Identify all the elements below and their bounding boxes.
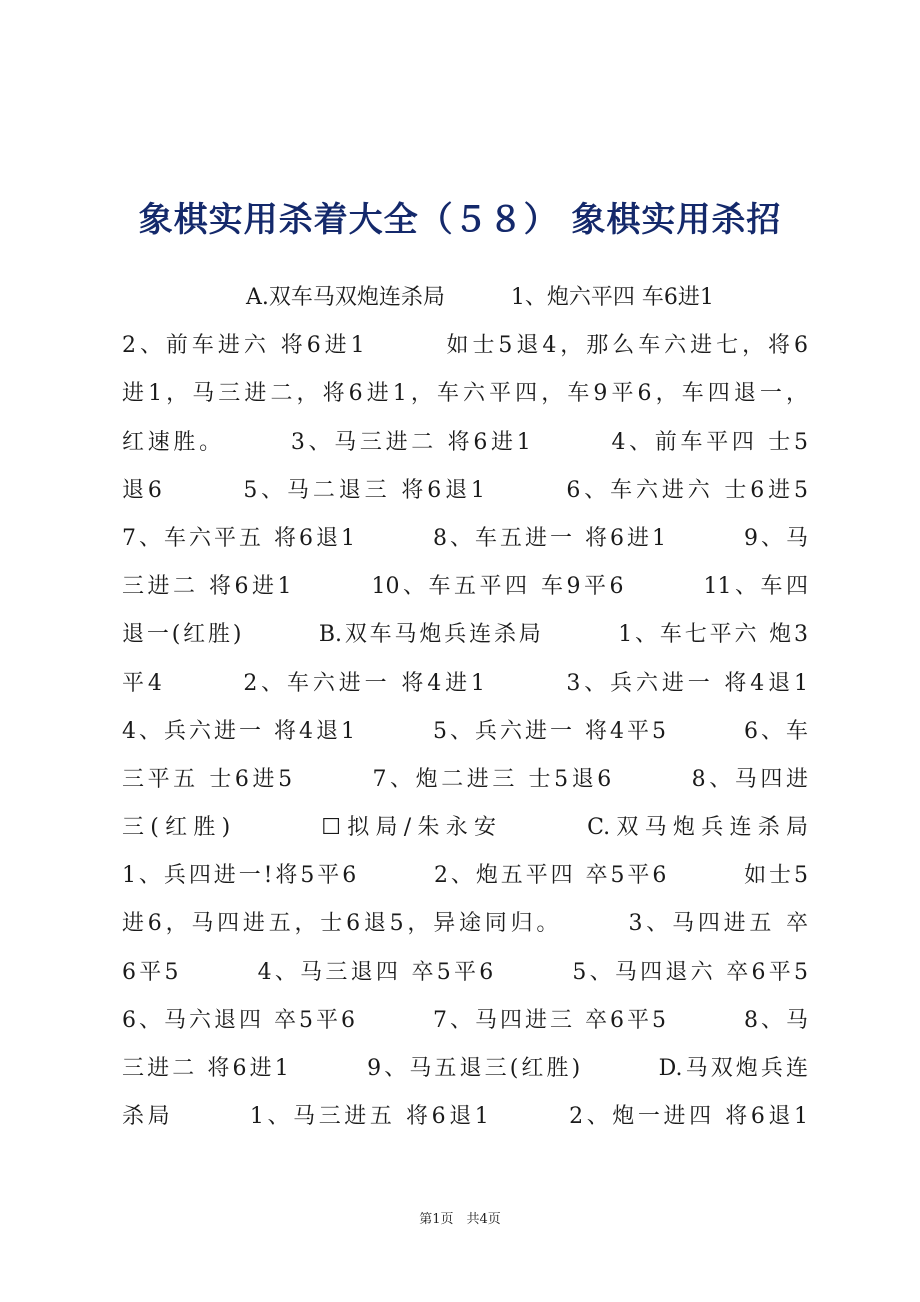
page-number: 第1页 共4页 xyxy=(419,1212,501,1227)
body-line: 6平5 4、马三退四 卒5平6 5、马四退六 卒6平5 xyxy=(122,959,808,985)
body-line: 进1，马三进二，将6进1，车六平四，车9平6，车四退一， xyxy=(122,381,808,407)
body-line: 三(红胜) ☐拟局/朱永安 C.双马炮兵连杀局 xyxy=(122,815,808,841)
body-line: A.双车马双炮连杀局 1、炮六平四 车6进1 xyxy=(246,285,714,310)
body-line: 红速胜。 3、马三进二 将6进1 4、前车平四 士5 xyxy=(122,429,808,455)
body-line: 退一(红胜) B.双车马炮兵连杀局 1、车七平六 炮3 xyxy=(122,622,808,648)
body-line: 三平五 士6进5 7、炮二进三 士5退6 8、马四进 xyxy=(122,766,808,792)
document-body xyxy=(122,274,808,1141)
body-line: 4、兵六进一 将4退1 5、兵六进一 将4平5 6、车 xyxy=(122,718,808,744)
body-line: 三进二 将6进1 10、车五平四 车9平6 11、车四 xyxy=(122,574,808,600)
body-line: 6、马六退四 卒5平6 7、马四进三 卒6平5 8、马 xyxy=(122,1007,808,1033)
body-line: 平4 2、车六进一 将4进1 3、兵六进一 将4退1 xyxy=(122,670,808,696)
body-line: 杀局 1、马三进五 将6退1 2、炮一进四 将6退1 xyxy=(122,1104,808,1130)
body-line: 三进二 将6进1 9、马五退三(红胜) D.马双炮兵连 xyxy=(122,1056,808,1081)
body-line: 7、车六平五 将6退1 8、车五进一 将6进1 9、马 xyxy=(122,525,808,551)
document-title: 象棋实用杀着大全（５８） 象棋实用杀招 xyxy=(138,200,782,240)
body-line: 进6，马四进五，士6退5，异途同归。 3、马四进五 卒 xyxy=(122,911,808,937)
body-line: 退6 5、马二退三 将6退1 6、车六进六 士6进5 xyxy=(122,477,808,503)
body-line: 1、兵四进一!将5平6 2、炮五平四 卒5平6 如士5 xyxy=(122,863,808,889)
body-line: 2、前车进六 将6进1 如士5退4，那么车六进七，将6 xyxy=(122,333,808,359)
